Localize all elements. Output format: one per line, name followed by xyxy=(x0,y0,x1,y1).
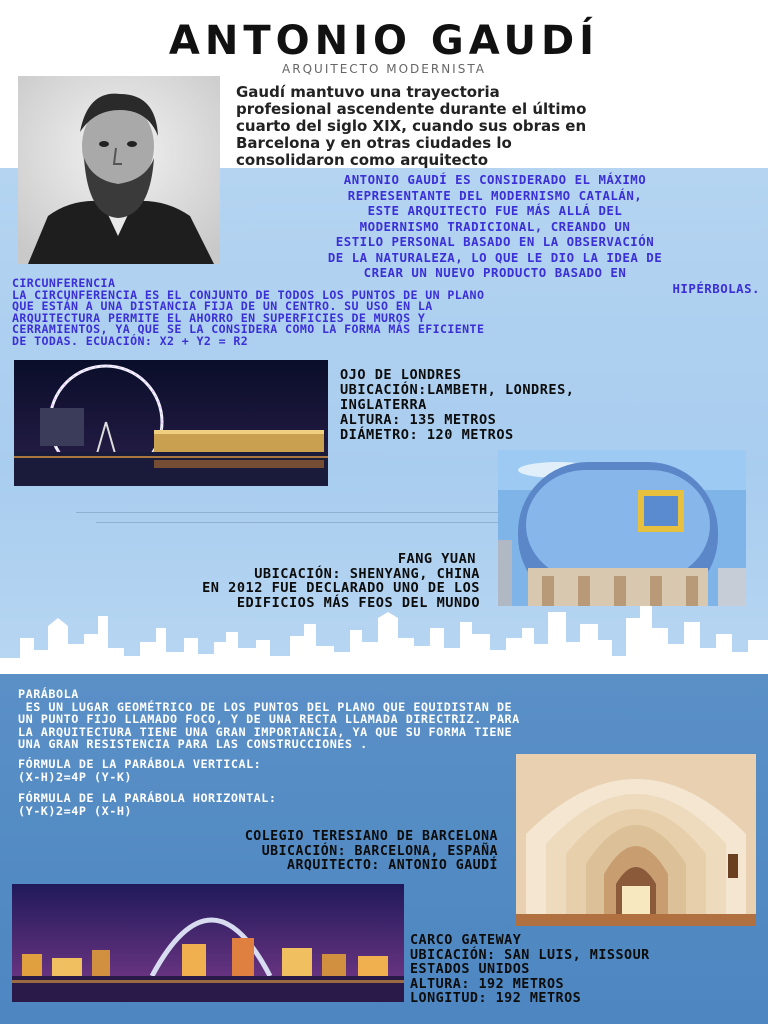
parabola-line: UNA GRAN RESISTENCIA PARA LAS CONSTRUCCIONES . xyxy=(18,737,368,751)
fang-yuan-info xyxy=(40,552,480,610)
page-subtitle: ARQUITECTO MODERNISTA xyxy=(282,62,486,76)
parabola-line: ES UN LUGAR GEOMÉTRICO DE LOS PUNTOS DEL PLANO QUE EQUIDISTAN DE xyxy=(18,699,513,714)
london-eye-photo xyxy=(14,360,328,486)
parabola-line: LA ARQUITECTURA TIENE UNA GRAN IMPORTANCIA, YA QUE SU FORMA TIENE xyxy=(18,724,513,739)
info-line: UBICACIÓN: SHENYANG, CHINA xyxy=(254,565,480,582)
info-line: COLEGIO TERESIANO DE BARCELONA xyxy=(244,829,498,844)
definition-line: DE LA NATURALEZA, LO QUE LE DIO LA IDEA DE xyxy=(327,249,663,265)
info-line: EDIFICIOS MÁS FEOS DEL MUNDO xyxy=(236,594,480,611)
intro-paragraph xyxy=(236,84,756,169)
vertical-formula-block xyxy=(18,758,498,783)
info-line: ARQUITECTO: ANTONIO GAUDÍ xyxy=(287,858,498,873)
parabola-section xyxy=(18,688,748,751)
info-line: CARCO GATEWAY xyxy=(410,934,522,948)
circ-line: DE TODAS. ECUACIÓN: X2 + Y2 = R2 xyxy=(12,333,249,348)
info-line: OJO DE LONDRES xyxy=(340,367,462,383)
intro-line: Gaudí mantuvo una trayectoria xyxy=(236,83,500,101)
section-heading: CIRCUNFERENCIA xyxy=(12,276,116,290)
intro-line: cuarto del siglo XIX, cuando sus obras en xyxy=(236,117,587,135)
horizontal-formula-block xyxy=(18,792,498,817)
definition-line: ESTE ARQUITECTO FUE MÁS ALLÁ DEL xyxy=(367,203,623,218)
formula-label: FÓRMULA DE LA PARÁBOLA VERTICAL: xyxy=(18,757,262,771)
info-line: LONGITUD: 192 METROS xyxy=(410,991,582,1006)
formula-value: (Y-K)2=4P (X-H) xyxy=(18,803,133,818)
circ-line: ARQUITECTURA PERMITE EL AHORRO EN SUPERFICIES DE MUROS Y xyxy=(12,310,426,325)
definition-line: CREAR UN NUEVO PRODUCTO BASADO EN xyxy=(363,265,627,280)
gaudi-portrait xyxy=(18,76,220,264)
colegio-info xyxy=(40,830,498,874)
intro-line: consolidaron como arquitecto xyxy=(236,151,488,169)
divider-line xyxy=(96,522,506,523)
formula-label: FÓRMULA DE LA PARÁBOLA HORIZONTAL: xyxy=(18,791,277,805)
circ-line: CERRAMIENTOS, YA QUE SE LA CONSIDERA COMO LA FORMA MÁS EFICIENTE xyxy=(12,322,485,336)
page-title: ANTONIO GAUDÍ xyxy=(168,18,600,64)
section-heading: PARÁBOLA xyxy=(18,687,79,701)
info-line: UBICACIÓN: BARCELONA, ESPAÑA xyxy=(261,843,498,859)
london-eye-info xyxy=(340,368,740,443)
circ-line: QUE ESTÁN A UNA DISTANCIA FIJA DE UN CENTRO. SU USO EN LA xyxy=(12,299,433,313)
info-line: ESTADOS UNIDOS xyxy=(410,962,530,977)
info-line: ALTURA: 192 METROS xyxy=(410,976,565,992)
info-line: DIÁMETRO: 120 METROS xyxy=(340,427,514,443)
circ-line: LA CIRCUNFERENCIA ES EL CONJUNTO DE TODOS LOS PUNTOS DE UN PLANO xyxy=(12,287,485,302)
formula-value: (X-H)2=4P (Y-K) xyxy=(18,769,133,784)
info-line: INGLATERRA xyxy=(340,397,427,413)
gateway-arch-photo xyxy=(12,884,404,1002)
parabola-line: UN PUNTO FIJO LLAMADO FOCO, Y DE UNA RECTA LLAMADA DIRECTRIZ. PARA xyxy=(18,712,520,726)
info-line: UBICACIÓN:LAMBETH, LONDRES, xyxy=(340,382,575,398)
definition-line: REPRESENTANTE DEL MODERNISMO CATALÁN, xyxy=(347,187,643,203)
gateway-info xyxy=(410,934,768,1007)
colegio-teresiano-photo xyxy=(516,754,756,926)
info-line: EN 2012 FUE DECLARADO UNO DE LOS xyxy=(202,580,480,596)
definition-line: ESTILO PERSONAL BASADO EN LA OBSERVACIÓN xyxy=(335,234,655,249)
intro-line: profesional ascendente durante el último xyxy=(236,100,587,118)
intro-line: Barcelona y en otras ciudades lo xyxy=(236,134,512,152)
info-line: FANG YUAN xyxy=(397,551,476,567)
divider-line xyxy=(76,512,506,513)
definition-line: HIPÉRBOLAS. xyxy=(672,280,760,296)
info-line: ALTURA: 135 METROS xyxy=(340,412,497,428)
definition-line: ANTONIO GAUDÍ ES CONSIDERADO EL MÁXIMO xyxy=(343,172,647,187)
info-line: UBICACIÓN: SAN LUIS, MISSOUR xyxy=(410,947,650,963)
definition-line: MODERNISMO TRADICIONAL, CREANDO UN xyxy=(359,218,631,234)
circunferencia-section xyxy=(12,278,757,347)
fang-yuan-photo xyxy=(498,450,746,606)
